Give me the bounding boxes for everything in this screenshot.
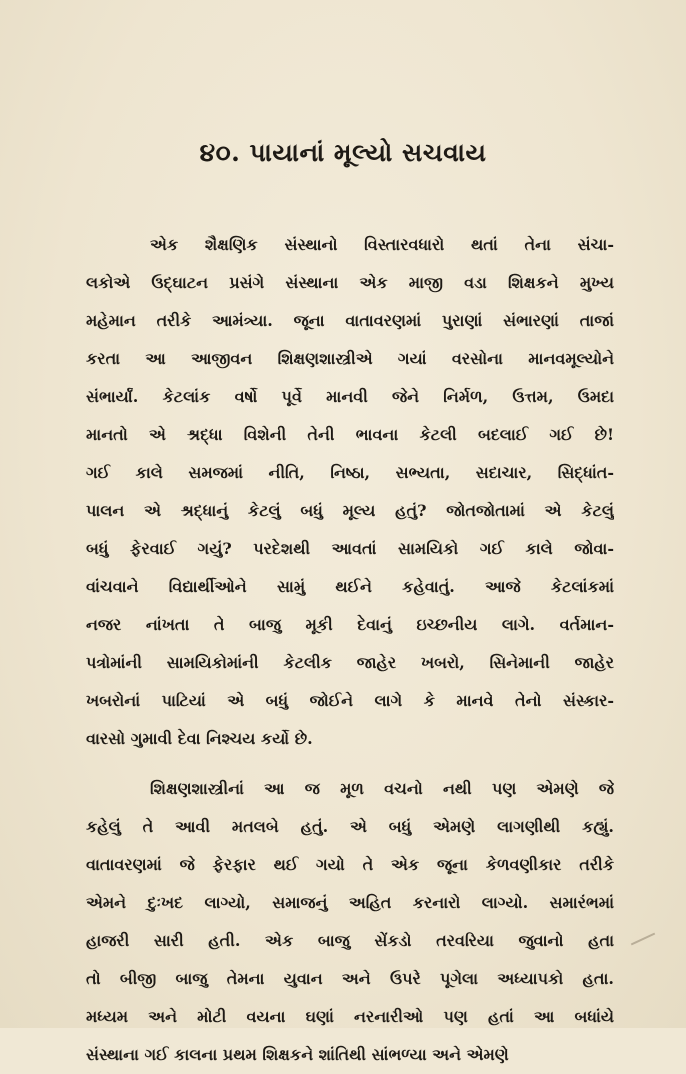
text-line: તો બીજી બાજુ તેમના યુવાન અને ઉપરે પૂગેલા અધ્યાપકો હતા.: [86, 969, 614, 988]
text-line: એમને દુઃખદ લાગ્યો, સમાજનું અહિત કરનારો લાગ્યો. સમારંભમાં: [86, 893, 614, 912]
text-line: માનતો એ શ્રદ્ધા વિશેની તેની ભાવના કેટલી બદલાઈ ગઈ છે!: [86, 425, 614, 444]
text-line: મધ્યમ અને મોટી વયના ઘણાં નરનારીઓ પણ હતાં આ બધાંયે: [86, 1007, 614, 1026]
text-line: પત્રોમાંની સામયિકોમાંની કેટલીક જાહેર ખબરો, સિનેમાની જાહેર: [86, 653, 614, 672]
text-line: હાજરી સારી હતી. એક બાજુ સેંકડો તરવરિયા જુવાનો હતા: [86, 931, 614, 950]
text-line: એક શૈક્ષણિક સંસ્થાનો વિસ્તારવધારો થતાં તેના સંચા-: [150, 235, 614, 254]
page-scratch-mark: [631, 933, 655, 946]
text-line: લકોએ ઉદ્ઘાટન પ્રસંગે સંસ્થાના એક માજી વડા શિક્ષકને મુખ્ય: [86, 273, 614, 292]
text-line: સંભાર્યાં. કેટલાંક વર્ષો પૂર્વે માનવી જેને નિર્મળ, ઉત્તમ, ઉમદા: [86, 387, 614, 406]
text-line: મહેમાન તરીકે આમંત્ર્યા. જૂના વાતાવરણમાં પુરાણાં સંભારણાં તાજાં: [86, 311, 614, 330]
chapter-body: [86, 226, 614, 1074]
paragraph-1: [86, 226, 614, 758]
text-line: પાલન એ શ્રદ્ધાનું કેટલું બધું મૂલ્ય હતું? જોતજોતામાં એ કેટલું: [86, 501, 614, 520]
text-line: સંસ્થાના ગઈ કાલના પ્રથમ શિક્ષકને શાંતિથી સાંભળ્યા અને એમણે: [86, 1045, 509, 1064]
text-line: શિક્ષણશાસ્ત્રીનાં આ જ મૂળ વચનો નથી પણ એમણે જે: [150, 779, 614, 798]
text-line: વાંચવાને વિદ્યાર્થીઓને સામું થઈને કહેવાતું. આજે કેટલાંકમાં: [86, 577, 614, 596]
text-line: બધું ફેરવાઈ ગયું? પરદેશથી આવતાં સામયિકો ગઈ કાલે જોવા-: [86, 539, 614, 558]
text-line: વાતાવરણમાં જે ફેરફાર થઈ ગયો તે એક જૂના કેળવણીકાર તરીકે: [86, 855, 614, 874]
text-line: કહેલું તે આવી મતલબે હતું. એ બધું એમણે લાગણીથી કહ્યું.: [86, 817, 614, 836]
chapter-title: ૪૦. પાયાનાં મૂલ્યો સચવાય: [199, 138, 487, 167]
text-line: નજર નાંખતા તે બાજુ મૂકી દેવાનું ઇચ્છનીય લાગે. વર્તમાન-: [86, 615, 614, 634]
text-line: કરતા આ આજીવન શિક્ષણશાસ્ત્રીએ ગયાં વરસોના માનવમૂલ્યોને: [86, 349, 614, 368]
text-line: વારસો ગુમાવી દેવા નિશ્ચય કર્યો છે.: [86, 729, 313, 748]
text-line: ગઈ કાલે સમજમાં નીતિ, નિષ્ઠા, સભ્યતા, સદાચાર, સિદ્ધાંત-: [86, 463, 614, 482]
text-line: ખબરોનાં પાટિયાં એ બધું જોઈને લાગે કે માનવે તેનો સંસ્કાર-: [86, 691, 614, 710]
paragraph-2: [86, 770, 614, 1074]
